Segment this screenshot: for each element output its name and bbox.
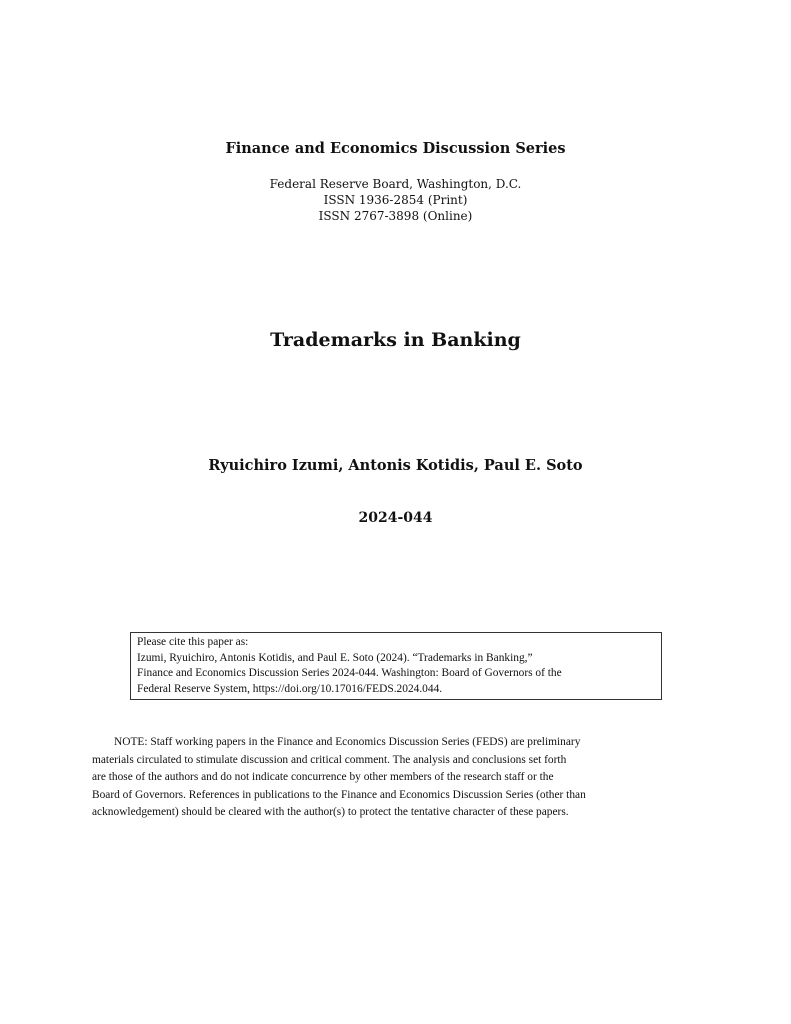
series-title: Finance and Economics Discussion Series — [225, 140, 566, 157]
publisher-block — [0, 176, 791, 224]
citation-line: Finance and Economics Discussion Series 2024-044. Washington: Board of Governors of the — [137, 667, 562, 679]
issn-print: ISSN 1936-2854 (Print) — [323, 193, 468, 207]
paper-title: Trademarks in Banking — [270, 329, 521, 351]
publisher-name: Federal Reserve Board, Washington, D.C. — [269, 177, 522, 191]
paper-authors: Ryuichiro Izumi, Antonis Kotidis, Paul E. Soto — [208, 457, 583, 474]
issn-online: ISSN 2767-3898 (Online) — [318, 209, 473, 223]
note-line: are those of the authors and do not indicate concurrence by other members of the research staff or the — [92, 771, 554, 783]
citation-line: Please cite this paper as: — [137, 636, 249, 648]
citation-box — [130, 632, 662, 700]
citation-line: Federal Reserve System, https://doi.org/10.17016/FEDS.2024.044. — [137, 682, 443, 695]
note-line: Board of Governors. References in publications to the Finance and Economics Discussion Series (other than — [92, 788, 586, 801]
disclaimer-note — [92, 734, 700, 822]
note-line: acknowledgement) should be cleared with the author(s) to protect the tentative character of these papers. — [92, 806, 569, 818]
note-line: NOTE: Staff working papers in the Finance and Economics Discussion Series (FEDS) are preliminary — [114, 736, 581, 748]
note-line: materials circulated to stimulate discussion and critical comment. The analysis and conclusions set forth — [92, 753, 567, 766]
citation-line: Izumi, Ryuichiro, Antonis Kotidis, and Paul E. Soto (2024). “Trademarks in Banking,” — [137, 651, 533, 664]
paper-number: 2024-044 — [358, 510, 433, 526]
